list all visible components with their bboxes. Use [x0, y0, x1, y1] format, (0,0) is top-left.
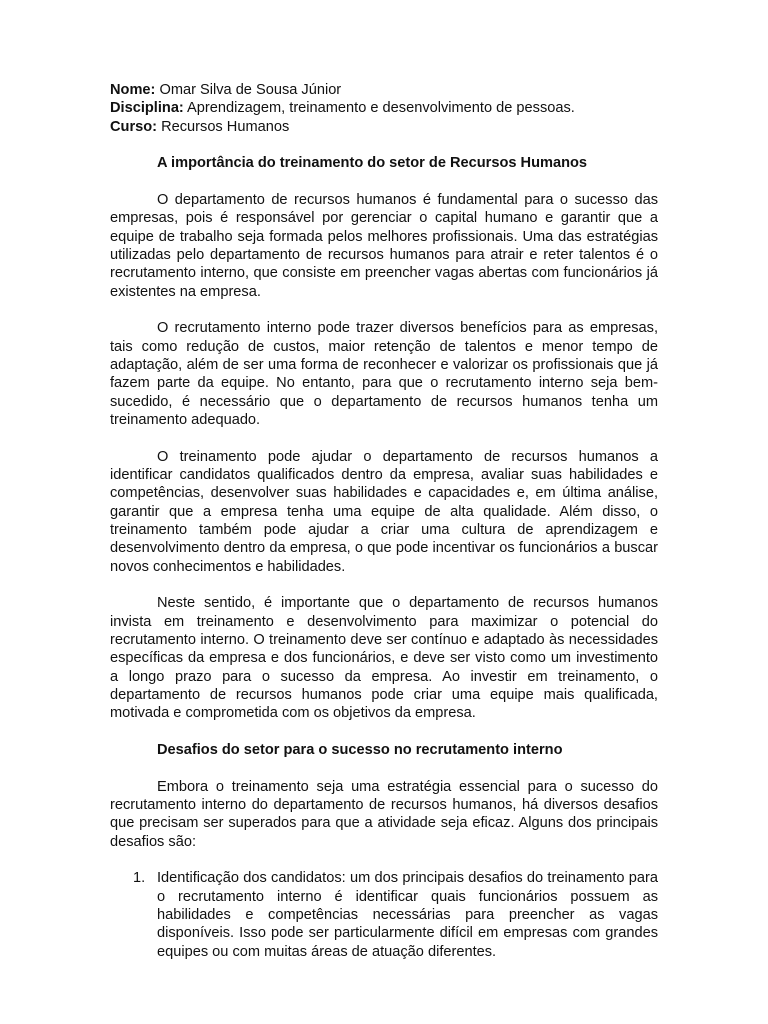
document-page: [110, 81, 658, 961]
course-line: [110, 118, 658, 136]
discipline-value: Aprendizagem, treinamento e desenvolvimento de pessoas.: [187, 100, 575, 117]
course-label: Curso:: [110, 118, 158, 135]
list-item-text: Identificação dos candidatos: um dos principais desafios do treinamento para o recrutamento interno é identificar quais funcionários possuem as habilidades e competências necessárias para preencher as vagas disponíveis. Isso pode ser particularmente difícil em empresas com grandes equipes ou com muitas áreas de atuação diferentes.: [157, 870, 658, 960]
paragraph-3: O treinamento pode ajudar o departamento de recursos humanos a identificar candidatos qualificados dentro da empresa, avaliar suas habilidades e competências, desenvolver suas habilidades e capacidades e, em última análise, garantir que a empresa tenha uma equipe de alta qualidade. Além disso, o treinamento também pode ajudar a criar uma cultura de aprendizagem e desenvolvimento dentro da empresa, o que pode incentivar os funcionários a buscar novos conhecimentos e habilidades.: [110, 448, 658, 575]
list-item-number: 1.: [133, 870, 146, 887]
discipline-line: [110, 99, 658, 117]
course-value: Recursos Humanos: [161, 118, 290, 135]
name-line: [110, 81, 658, 99]
challenges-list: [110, 869, 658, 960]
paragraph-4: Neste sentido, é importante que o departamento de recursos humanos invista em treinamento e desenvolvimento para maximizar o potencial do recrutamento interno. O treinamento deve ser contínuo e adaptado às necessidades específicas da empresa e dos funcionários, e deve ser visto como um investimento a longo prazo para o sucesso da empresa. Ao investir em treinamento, o departamento de recursos humanos pode criar uma equipe mais qualificada, motivada e comprometida com os objetivos da empresa.: [110, 595, 658, 722]
name-label: Nome:: [110, 82, 156, 98]
list-item: [133, 869, 658, 960]
section-1-title: A importância do treinamento do setor de Recursos Humanos: [157, 155, 588, 172]
paragraph-1: O departamento de recursos humanos é fundamental para o sucesso das empresas, pois é responsável por gerenciar o capital humano e garantir que a equipe de trabalho seja formada pelos melhores profissionais. Uma das estratégias utilizadas pelo departamento de recursos humanos para atrair e reter talentos é o recrutamento interno, que consiste em preencher vagas abertas com funcionários já existentes na empresa.: [110, 192, 658, 300]
discipline-label: Disciplina:: [110, 100, 184, 117]
paragraph-5: Embora o treinamento seja uma estratégia essencial para o sucesso do recrutamento interno do departamento de recursos humanos, há diversos desafios que precisam ser superados para que a atividade seja eficaz. Alguns dos principais desafios são:: [110, 778, 658, 850]
name-value: Omar Silva de Sousa Júnior: [159, 82, 342, 98]
section-2-title: Desafios do setor para o sucesso no recrutamento interno: [157, 741, 563, 758]
paragraph-2: O recrutamento interno pode trazer diversos benefícios para as empresas, tais como redução de custos, maior retenção de talentos e menor tempo de adaptação, além de ser uma forma de reconhecer e valorizar os profissionais que já fazem parte da equipe. No entanto, para que o recrutamento interno seja bem-sucedido, é necessário que o departamento de recursos humanos tenha um treinamento adequado.: [110, 320, 658, 428]
